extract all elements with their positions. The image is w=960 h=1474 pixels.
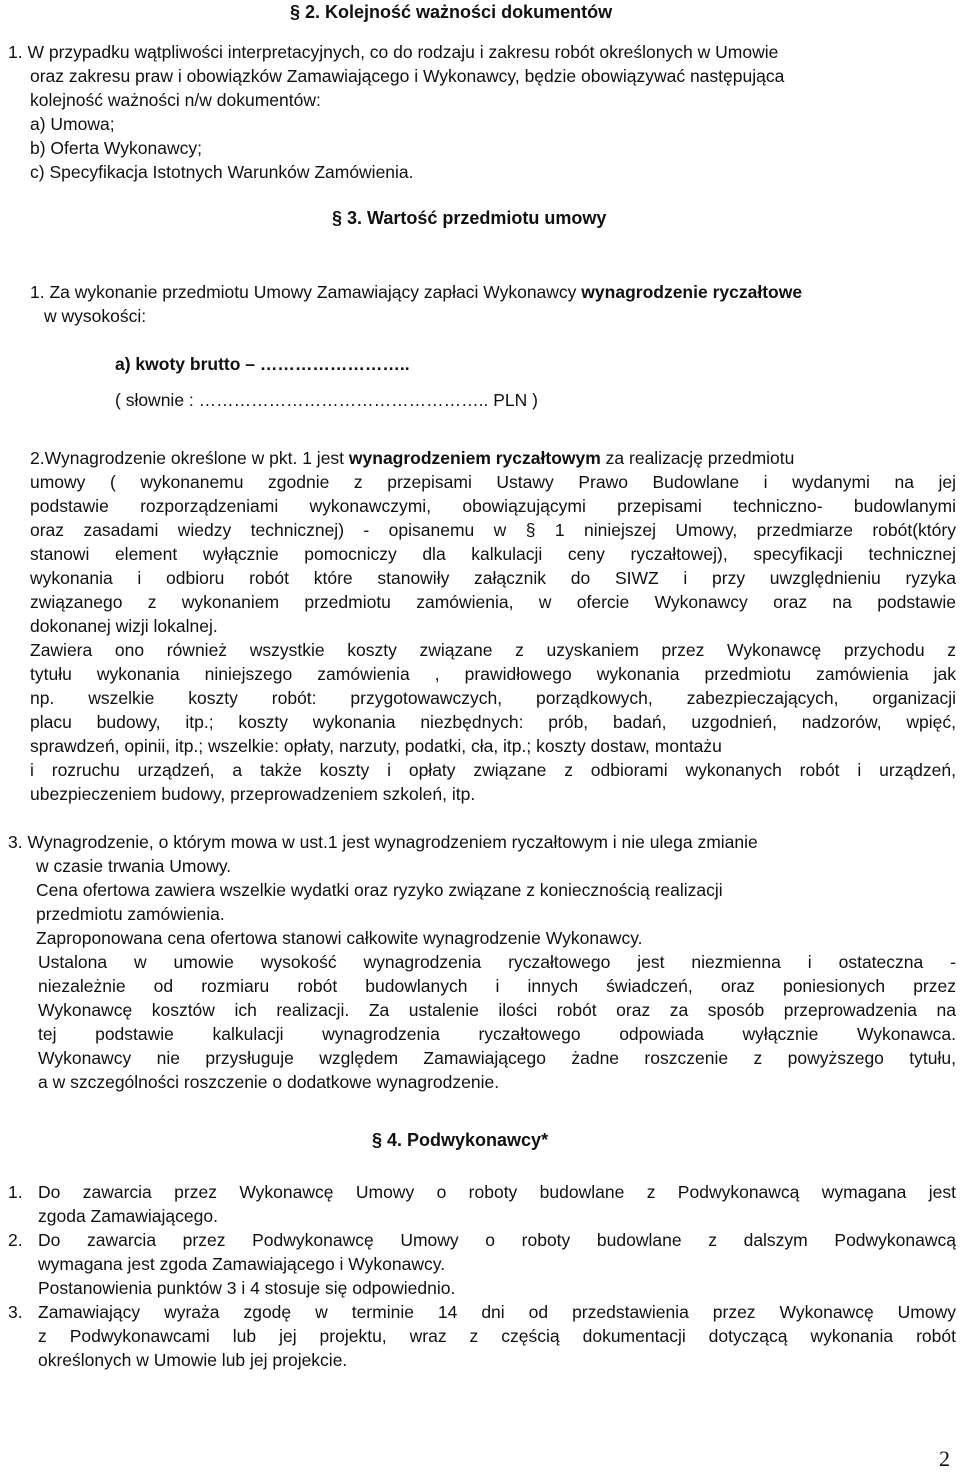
sec3-point-1-cont: w wysokości: [44, 306, 147, 326]
section-3-heading: § 3. Wartość przedmiotu umowy [332, 208, 607, 228]
sec3-point-1 [30, 280, 802, 304]
sec4-item-number: 3. [8, 1302, 23, 1322]
sec3-point-3-line: przedmiotu zamówienia. [36, 904, 225, 924]
sec3-point-3-line: Wykonawcę kosztów ich realizacji. Za ustalenie ilości robót oraz za sposób przeprowadzenia na [38, 1000, 956, 1020]
sec2-paragraph-line: oraz zakresu praw i obowiązków Zamawiającego i Wykonawcy, będzie obowiązywać następująca [30, 66, 785, 86]
sec4-item-line: zgoda Zamawiającego. [38, 1206, 218, 1226]
sec3-point-2-line: związanego z wykonaniem przedmiotu zamówienia, w ofercie Wykonawcy oraz na podstawie [30, 592, 956, 612]
sec3-point-3-line: Ustalona w umowie wysokość wynagrodzenia ryczałtowego jest niezmienna i ostateczna - [38, 952, 956, 972]
sec3-point-3-line: tej podstawie kalkulacji wynagrodzenia ryczałtowego odpowiada wyłącznie Wykonawca. [38, 1024, 956, 1044]
sec4-item-number: 1. [8, 1182, 23, 1202]
sec4-item-line: Zamawiający wyraża zgodę w terminie 14 dni od przedstawienia przez Wykonawcę Umowy [38, 1302, 956, 1322]
text: za realizację przedmiotu [600, 448, 795, 468]
sec4-item-line: określonych w Umowie lub jej projekcie. [38, 1350, 348, 1370]
sec4-item-line: Do zawarcia przez Podwykonawcę Umowy o roboty budowlane z dalszym Podwykonawcą [38, 1230, 956, 1250]
page-number: 2 [939, 1446, 950, 1471]
amount-in-words: ( słownie : ………………………………………….. PLN ) [115, 390, 538, 410]
sec3-point-3-line: niezależnie od rozmiaru robót budowlanych i innych świadczeń, oraz poniesionych przez [38, 976, 956, 996]
sec3-point-2-line: sprawdzeń, opinii, itp.; wszelkie: opłaty, narzuty, podatki, cła, itp.; koszty dostaw, montażu [30, 736, 722, 756]
sec2-paragraph-line: 1. W przypadku wątpliwości interpretacyjnych, co do rodzaju i zakresu robót określonych w Umowie [8, 42, 779, 62]
bold-text: wynagrodzeniem ryczałtowym [348, 448, 601, 468]
sec3-point-3-line: Wykonawcy nie przysługuje względem Zamawiającego żadne roszczenie z powyższego tytułu, [38, 1048, 956, 1068]
sec3-point-3-line: a w szczególności roszczenie o dodatkowe wynagrodzenie. [38, 1072, 500, 1092]
sec3-point-3-line: Zaproponowana cena ofertowa stanowi całkowite wynagrodzenie Wykonawcy. [36, 928, 643, 948]
sec3-point-2-line: oraz zasadami wiedzy technicznej) - opisanemu w § 1 niniejszej Umowy, przedmiarze robót(który [30, 520, 956, 540]
sec3-point-2-line: i rozruchu urządzeń, a także koszty i opłaty związane z odbiorami wykonanych robót i urządzeń, [30, 760, 956, 780]
sec3-point-2-line: dokonanej wizji lokalnej. [30, 616, 218, 636]
text: 1. Za wykonanie przedmiotu Umowy Zamawiający zapłaci Wykonawcy [30, 282, 582, 302]
sec3-point-2-line: placu budowy, itp.; koszty wykonania niezbędnych: prób, badań, uzgodnień, nadzorów, wpięć, [30, 712, 956, 732]
sec3-point-2-line: wykonania i odbioru robót które stanowiły załącznik do SIWZ i przy uwzględnieniu ryzyka [30, 568, 956, 588]
sec3-point-2-line: podstawie rozporządzeniami wykonawczymi, obowiązującymi przepisami techniczno- budowlanymi [30, 496, 956, 516]
sec4-item-line: Do zawarcia przez Wykonawcę Umowy o roboty budowlane z Podwykonawcą wymagana jest [38, 1182, 956, 1202]
list-item-c: c) Specyfikacja Istotnych Warunków Zamówienia. [30, 162, 414, 182]
sec3-point-2-line: tytułu wykonania niniejszego zamówienia , prawidłowego wykonania przedmiotu zamówienia jak [30, 664, 956, 684]
sec4-item-line: z Podwykonawcami lub jej projektu, wraz z częścią dokumentacji dotyczącą wykonania robót [38, 1326, 956, 1346]
list-item-a: a) Umowa; [30, 114, 115, 134]
sec4-item-line: wymagana jest zgoda Zamawiającego i Wykonawcy. [38, 1254, 446, 1274]
sec3-point-2-line: Zawiera ono również wszystkie koszty związane z uzyskaniem przez Wykonawcę przychodu z [30, 640, 956, 660]
sec2-paragraph-line: kolejność ważności n/w dokumentów: [30, 90, 321, 110]
section-4-heading: § 4. Podwykonawcy* [372, 1130, 549, 1150]
section-2-heading: § 2. Kolejność ważności dokumentów [290, 2, 613, 22]
sec3-point-2-line: ubezpieczeniem budowy, przeprowadzeniem szkoleń, itp. [30, 784, 476, 804]
list-item-b: b) Oferta Wykonawcy; [30, 138, 202, 158]
text: 2.Wynagrodzenie określone w pkt. 1 jest [30, 448, 349, 468]
sec3-point-3-line: w czasie trwania Umowy. [36, 856, 232, 876]
sec4-item-number: 2. [8, 1230, 23, 1250]
sec4-item-line: Postanowienia punktów 3 i 4 stosuje się odpowiednio. [38, 1278, 456, 1298]
sec3-point-2-line: umowy ( wykonanemu zgodnie z przepisami Ustawy Prawo Budowlane i wydanymi na jej [30, 472, 956, 492]
sec3-point-3-line: 3. Wynagrodzenie, o którym mowa w ust.1 jest wynagrodzeniem ryczałtowym i nie ulega zmianie [8, 832, 758, 852]
sec3-point-2-line: stanowi element wyłącznie pomocniczy dla kalkulacji ceny ryczałtowej), specyfikacji technicznej [30, 544, 956, 564]
sec3-point-2-line [30, 446, 794, 470]
amount-gross: a) kwoty brutto – …………………….. [115, 354, 410, 374]
sec3-point-3-line: Cena ofertowa zawiera wszelkie wydatki oraz ryzyko związane z koniecznością realizacji [36, 880, 723, 900]
bold-text: wynagrodzenie ryczałtowe [581, 282, 803, 302]
sec3-point-2-line: np. wszelkie koszty robót: przygotowawczych, porządkowych, zabezpieczających, organizacji [30, 688, 956, 708]
